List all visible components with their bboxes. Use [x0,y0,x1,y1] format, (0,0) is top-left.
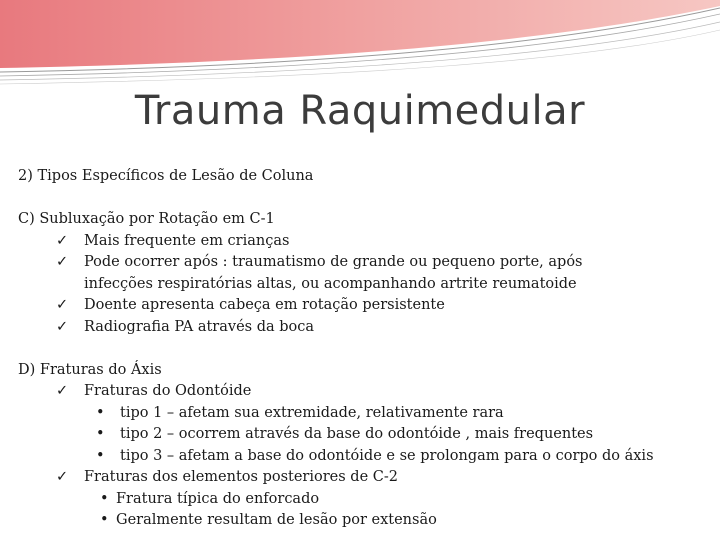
list-item: ✓ Pode ocorrer após : traumatismo de grande ou pequeno porte, após [18,252,708,274]
checkmark-icon: ✓ [56,232,69,249]
list-item: ✓ Radiografia PA através da boca [18,317,708,339]
list-item: ✓ Fraturas do Odontóide [18,381,708,403]
bullet-icon: • [96,426,105,442]
checkmark-icon: ✓ [56,469,69,485]
list-item: ✓ Doente apresenta cabeça em rotação persistente [18,295,708,317]
header-decoration [0,0,720,90]
checkmark-icon: ✓ [56,318,69,335]
list-item: ✓ Mais frequente em crianças [18,231,708,253]
list-item: • tipo 3 – afetam a base do odontóide e se prolongam para o corpo do áxis [18,446,708,468]
slide-heading: 2) Tipos Específicos de Lesão de Coluna [18,168,314,184]
bullet-icon: • [100,490,109,507]
section-c-label: C) Subluxação por Rotação em C-1 [18,211,275,227]
list-item: ✓ Fraturas dos elementos posteriores de C-2 [18,467,708,489]
list-item: • Geralmente resultam de lesão por extensão [18,510,708,532]
slide-body [18,166,708,532]
checkmark-icon: ✓ [56,297,69,313]
checkmark-icon: ✓ [56,383,69,399]
slide-title: Trauma Raquimedular [134,88,586,134]
checkmark-icon: ✓ [56,254,69,270]
bullet-icon: • [96,447,105,464]
list-item-continuation: infecções respiratórias altas, ou acompanhando artrite reumatoide [84,275,577,292]
section-d-label: D) Fraturas do Áxis [18,361,162,378]
bullet-icon: • [96,404,105,421]
list-item: • Fratura típica do enforcado [18,489,708,511]
list-item: • tipo 2 – ocorrem através da base do odontóide , mais frequentes [18,424,708,446]
bullet-icon: • [100,512,109,528]
list-item: • tipo 1 – afetam sua extremidade, relativamente rara [18,403,708,425]
